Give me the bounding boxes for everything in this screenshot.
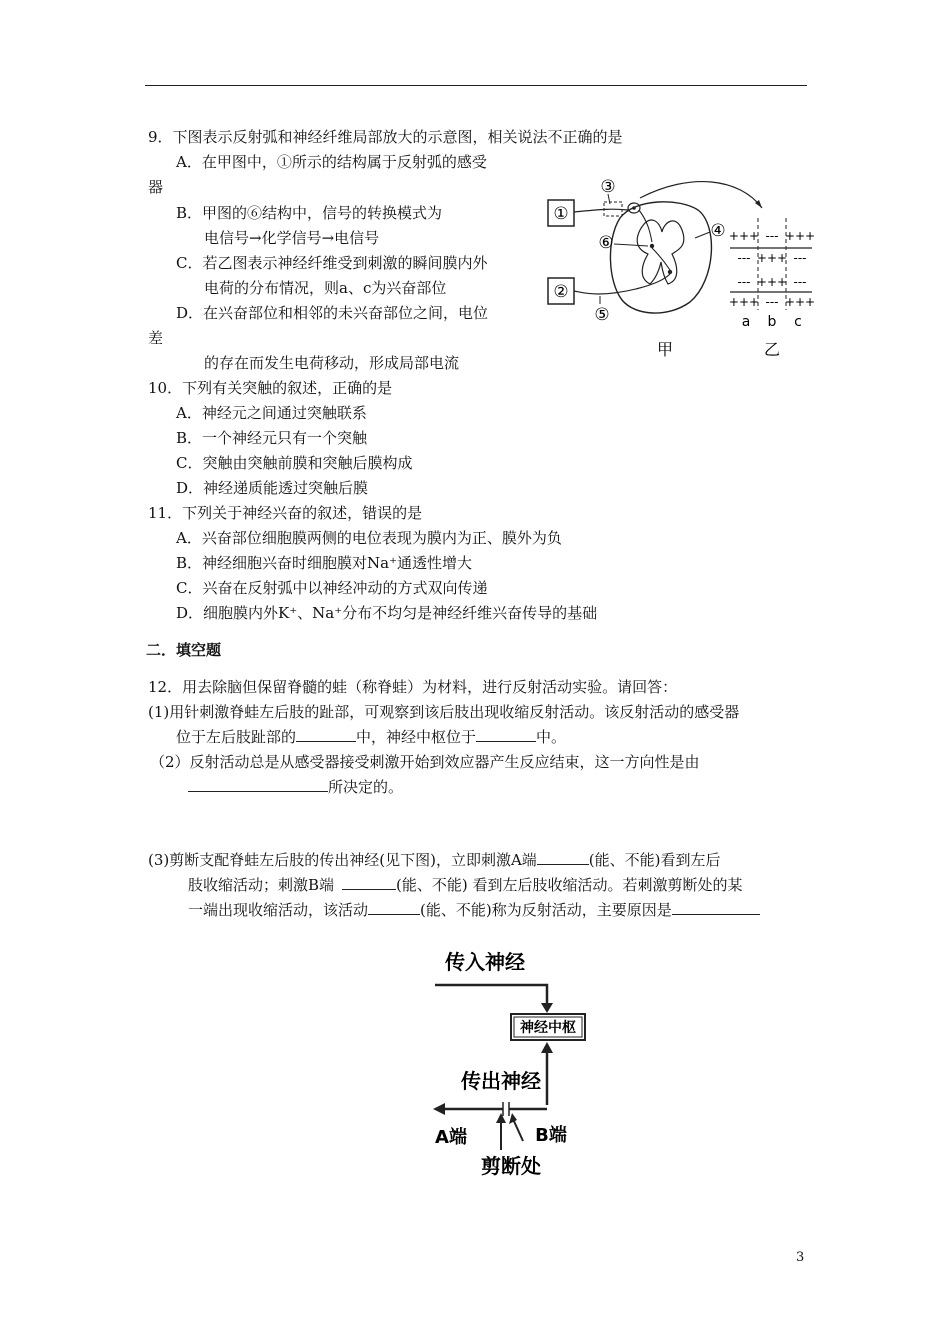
q12-part2-line2 — [188, 777, 403, 797]
q9-option-d: D．在兴奋部位和相邻的未兴奋部位之间，电位 — [176, 304, 489, 322]
q10-option-d: D．神经递质能透过突触后膜 — [176, 479, 369, 497]
label-6: ⑥ — [598, 233, 614, 253]
label-3: ③ — [600, 177, 616, 197]
cut-point-label: 剪断处 — [481, 1154, 541, 1178]
q9-option-c: C．若乙图表示神经纤维受到刺激的瞬间膜内外 — [176, 254, 488, 272]
figure-label-jia: 甲 — [656, 340, 674, 359]
section-heading: 二．填空题 — [146, 641, 222, 659]
label-2: ② — [553, 282, 569, 302]
q12-part3-text-a: (3)剪断支配脊蛙左后肢的传出神经(见下图)，立即刺激A端 — [148, 851, 537, 869]
efferent-nerve-label: 传出神经 — [461, 1069, 541, 1093]
q10-option-c: C．突触由突触前膜和突触后膜构成 — [176, 454, 413, 472]
charge-top-a: +++ — [728, 229, 760, 243]
q10-stem: 10．下列有关突触的叙述，正确的是 — [148, 379, 393, 397]
q12-part1-text-a: 位于左后肢趾部的 — [176, 728, 297, 746]
charge-in-c: --- — [793, 251, 807, 265]
answer-blank-direction[interactable] — [188, 777, 328, 792]
q9-stem: 9．下图表示反射弧和神经纤维局部放大的示意图，相关说法不正确的是 — [148, 128, 623, 146]
answer-blank-receptor[interactable] — [296, 727, 356, 742]
charge-bot-b: --- — [765, 295, 779, 309]
q11-option-d: D．细胞膜内外K⁺、Na⁺分布不均匀是神经纤维兴奋传导的基础 — [176, 604, 598, 622]
q9-option-a: A．在甲图中，①所示的结构属于反射弧的感受 — [176, 153, 487, 171]
answer-blank-b-end[interactable] — [342, 875, 396, 890]
q9-option-a-cont: 器 — [148, 178, 164, 196]
page-number: 3 — [796, 1250, 805, 1265]
q9-option-c-cont: 电荷的分布情况，则a、c为兴奋部位 — [204, 279, 447, 297]
q9-option-d-cont: 差 — [148, 329, 164, 347]
q12-part3-text-b: (能、不能)看到左后 — [588, 851, 721, 869]
charge-in-b: +++ — [756, 251, 788, 265]
charge-in2-b: +++ — [756, 275, 788, 289]
q12-part1-text-b: 中，神经中枢位于 — [356, 728, 477, 746]
label-5: ⑤ — [594, 305, 610, 325]
b-end-label: B端 — [535, 1125, 567, 1146]
gray-matter — [637, 220, 684, 284]
label-a: a — [741, 314, 751, 330]
q9-option-d-cont2: 的存在而发生电荷移动，形成局部电流 — [204, 354, 460, 372]
q12-part2-line1: （2）反射活动总是从感受器接受刺激开始到效应器产生反应结束，这一方向性是由 — [150, 753, 700, 771]
answer-blank-reflex[interactable] — [368, 900, 420, 915]
charge-in2-c: --- — [793, 275, 807, 289]
q12-part3-text-e: 一端出现收缩活动，该活动 — [188, 901, 369, 919]
q12-part1-text-c: 中。 — [536, 728, 567, 746]
q12-part3-text-d: (能、不能) 看到左后肢收缩活动。若刺激剪断处的某 — [396, 876, 743, 894]
q12-part3-text-c: 肢收缩活动；刺激B端 — [188, 876, 335, 894]
answer-blank-reason[interactable] — [672, 900, 760, 915]
charge-bot-a: +++ — [728, 295, 760, 309]
answer-blank-a-end[interactable] — [537, 850, 589, 865]
a-end-label: A端 — [435, 1127, 467, 1148]
q12-part3-line3 — [188, 900, 760, 920]
q10-option-a: A．神经元之间通过突触联系 — [176, 404, 367, 422]
charge-in-a: --- — [737, 251, 751, 265]
q10-option-b: B．一个神经元只有一个突触 — [176, 429, 368, 447]
q11-option-a: A．兴奋部位细胞膜两侧的电位表现为膜内为正、膜外为负 — [176, 529, 562, 547]
q12-part1-line1: (1)用针刺激脊蛙左后肢的趾部，可观察到该后肢出现收缩反射活动。该反射活动的感受器 — [148, 703, 740, 721]
figure-label-yi: 乙 — [763, 340, 781, 359]
label-1: ① — [553, 204, 569, 224]
q12-stem: 12．用去除脑但保留脊髓的蛙（称脊蛙）为材料，进行反射活动实验。请回答： — [148, 678, 678, 696]
q11-option-c: C．兴奋在反射弧中以神经冲动的方式双向传递 — [176, 579, 488, 597]
charge-bot-c: +++ — [784, 295, 816, 309]
q12-part3-line2 — [188, 875, 743, 895]
charge-top-c: +++ — [784, 229, 816, 243]
label-b: b — [767, 314, 777, 330]
charge-in2-a: --- — [737, 275, 751, 289]
cut-nerve-figure — [425, 945, 605, 1180]
answer-blank-center[interactable] — [476, 727, 536, 742]
charge-top-b: --- — [765, 229, 779, 243]
q12-part2-text: 所决定的。 — [328, 778, 404, 796]
label-4: ④ — [710, 221, 726, 241]
q9-option-b: B．甲图的⑥结构中，信号的转换模式为 — [176, 204, 443, 222]
reflex-arc-figure — [540, 170, 830, 370]
q12-part1-line2 — [176, 727, 566, 747]
header-rule — [145, 85, 807, 86]
q9-option-b-cont: 电信号→化学信号→电信号 — [204, 229, 380, 247]
q11-option-b: B．神经细胞兴奋时细胞膜对Na⁺通透性增大 — [176, 554, 473, 572]
q12-part3-text-f: (能、不能)称为反射活动，主要原因是 — [420, 901, 672, 919]
q12-part3-line1 — [148, 850, 721, 870]
nerve-center-label: 神经中枢 — [520, 1020, 576, 1036]
label-c: c — [794, 314, 802, 330]
afferent-nerve-label: 传入神经 — [445, 950, 525, 974]
q11-stem: 11．下列关于神经兴奋的叙述，错误的是 — [148, 504, 423, 522]
